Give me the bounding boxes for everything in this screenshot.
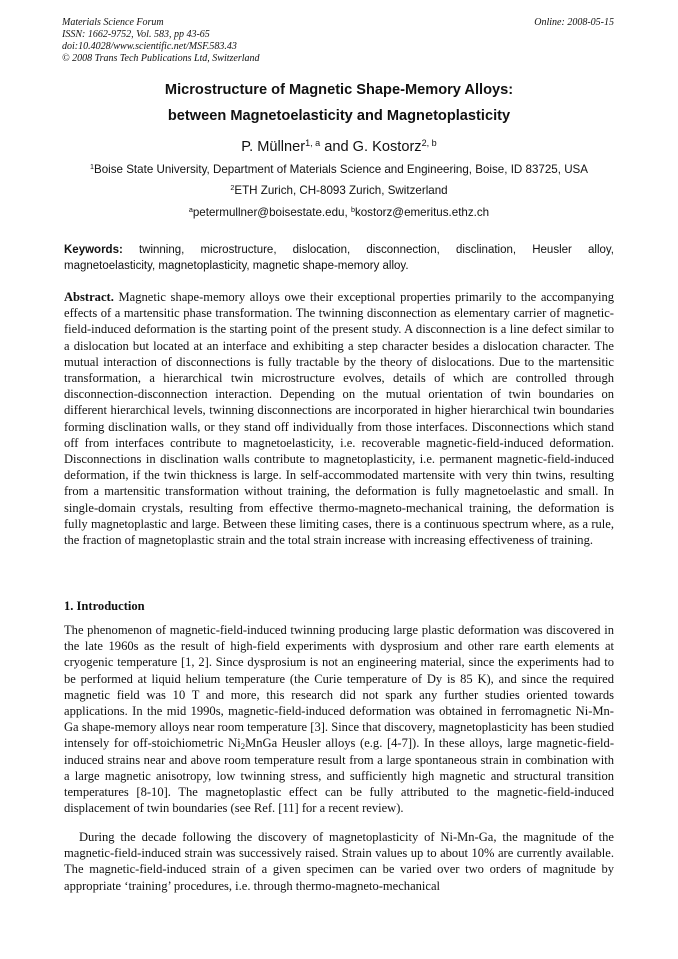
author-2: G. Kostorz — [352, 139, 422, 155]
affiliation-1-mark: 1 — [89, 162, 94, 172]
author-2-affiliation-mark: 2, b — [421, 138, 437, 149]
email-b[interactable]: kostorz@emeritus.ethz.ch — [354, 206, 490, 219]
email-a[interactable]: petermullner@boisestate.edu, — [192, 206, 351, 219]
paper-title-line-2: between Magnetoelasticity and Magnetoplasticity — [167, 108, 511, 124]
chemical-subscript: 2 — [240, 741, 246, 752]
paper-title-line-1: Microstructure of Magnetic Shape-Memory Alloys: — [164, 82, 514, 98]
intro-paragraph-1-part-b: MnGa Heusler alloys (e.g. [4-7]). In these alloys, large magnetic-field-induced strains near and above room temperature result from a large spontaneous strain in combination with a large magnetic anisotropy, low twinning stress, and sufficiently high magnetic and structural transition temperatures [8-10]. The magnetoplastic effect can be fully attributed to the magnetic-field-induced displacement of twin boundaries (see Ref. [11] for a recent review). — [64, 736, 614, 816]
author-conjunction: and — [320, 139, 353, 155]
copyright-line: © 2008 Trans Tech Publications Ltd, Switzerland — [62, 53, 260, 64]
author-list — [40, 139, 638, 155]
abstract — [64, 289, 614, 548]
author-emails — [40, 206, 638, 219]
keywords-text: twinning, microstructure, dislocation, disconnection, disclination, Heusler alloy, magnetoelasticity, magnetoplasticity, magnetic shape-memory alloy. — [64, 244, 614, 272]
doi-line: doi:10.4028/www.scientific.net/MSF.583.43 — [62, 41, 237, 52]
affiliation-1 — [40, 163, 638, 176]
intro-paragraph-1-part-a: The phenomenon of magnetic-field-induced twinning producing large plastic deformation was discovered in the late 1960s as the result of high-field experiments with dysprosium and other rare earth elements at cryogenic temperature [1, 2]. Since dysprosium is not an engineering material, since the experiments had to be performed at liquid helium temperature (the Curie temperature of Dy is 85 K), and since the required magnetic field was 10 T and more, this research did not spark any further studies oriented towards applications. In the mid 1990s, magnetic-field-induced deformation was obtained in ferromagnetic Ni-Mn-Ga shape-memory alloys near room temperature [3]. Since that discovery, magnetoplasticity has been studied intensely for off-stoichiometric Ni — [64, 623, 614, 751]
affiliation-2-text: ETH Zurich, CH-8093 Zurich, Switzerland — [234, 184, 448, 197]
abstract-label: Abstract. — [64, 290, 114, 304]
keywords — [64, 242, 614, 274]
journal-header — [62, 17, 462, 65]
affiliation-2 — [40, 184, 638, 197]
email-a-mark: a — [188, 205, 193, 215]
journal-name: Materials Science Forum — [62, 17, 164, 28]
affiliation-1-text: Boise State University, Department of Materials Science and Engineering, Boise, ID 83725, USA — [93, 163, 589, 176]
intro-paragraph-2: During the decade following the discovery of magnetoplasticity of Ni-Mn-Ga, the magnitude of the magnetic-field-induced strain was successively raised. Strain values up to about 10% are currently available. The magnetic-field-induced strain of a given specimen can be varied over two orders of magnitude by appropriate ‘training’ procedures, i.e. through thermo-magneto-mechanical — [64, 830, 614, 893]
intro-paragraph-1 — [64, 622, 614, 816]
online-date: Online: 2008-05-15 — [534, 17, 614, 28]
affiliation-2-mark: 2 — [230, 183, 235, 193]
issn-line: ISSN: 1662-9752, Vol. 583, pp 43-65 — [62, 29, 210, 40]
author-1-affiliation-mark: 1, a — [305, 138, 321, 149]
keywords-label: Keywords: — [64, 244, 123, 256]
abstract-text: Magnetic shape-memory alloys owe their exceptional properties primarily to the accompanying effects of a martensitic phase transformation. The twinning disconnection as elementary carrier of magnetic-field-induced deformation is the starting point of the present study. A disconnection is a line defect similar to a dislocation but located at an interface and exhibiting a step character besides a dislocation character. The mutual interaction of disconnections is fully tractable by the theory of dislocations. Due to the martensitic transformation, a hierarchical twin microstructure evolves, details of which are controlled through disconnection-disconnection interaction. Depending on the mutual orientation of twin boundaries on different hierarchical levels, twinning disconnections are incorporated in higher hierarchical twin boundaries forming disclination walls, or they stand off individually from those interfaces. Disconnections which stand off from interfaces contribute to magnetoelasticity, i.e. recoverable magnetic-field-induced deformation. Disconnections in disclination walls contribute to magnetoplasticity, i.e. permanent magnetic-field-induced deformation, if the twin thickness is large. In self-accommodated martensite with very thin twins, resulting from a martensitic transformation without training, the deformation is fully magnetoelastic and small. In single-domain crystals, resulting from effective thermo-magneto-mechanical training, the deformation is fully magnetoplastic and large. Between these limiting cases, there is a continuous spectrum where, as a rule, the fraction of magnetoplastic strain and the total strain increase with increasing effectiveness of training. — [64, 290, 614, 548]
email-b-mark: b — [350, 205, 355, 215]
author-1: P. Müllner — [241, 139, 306, 155]
section-heading-introduction: 1. Introduction — [64, 599, 145, 613]
